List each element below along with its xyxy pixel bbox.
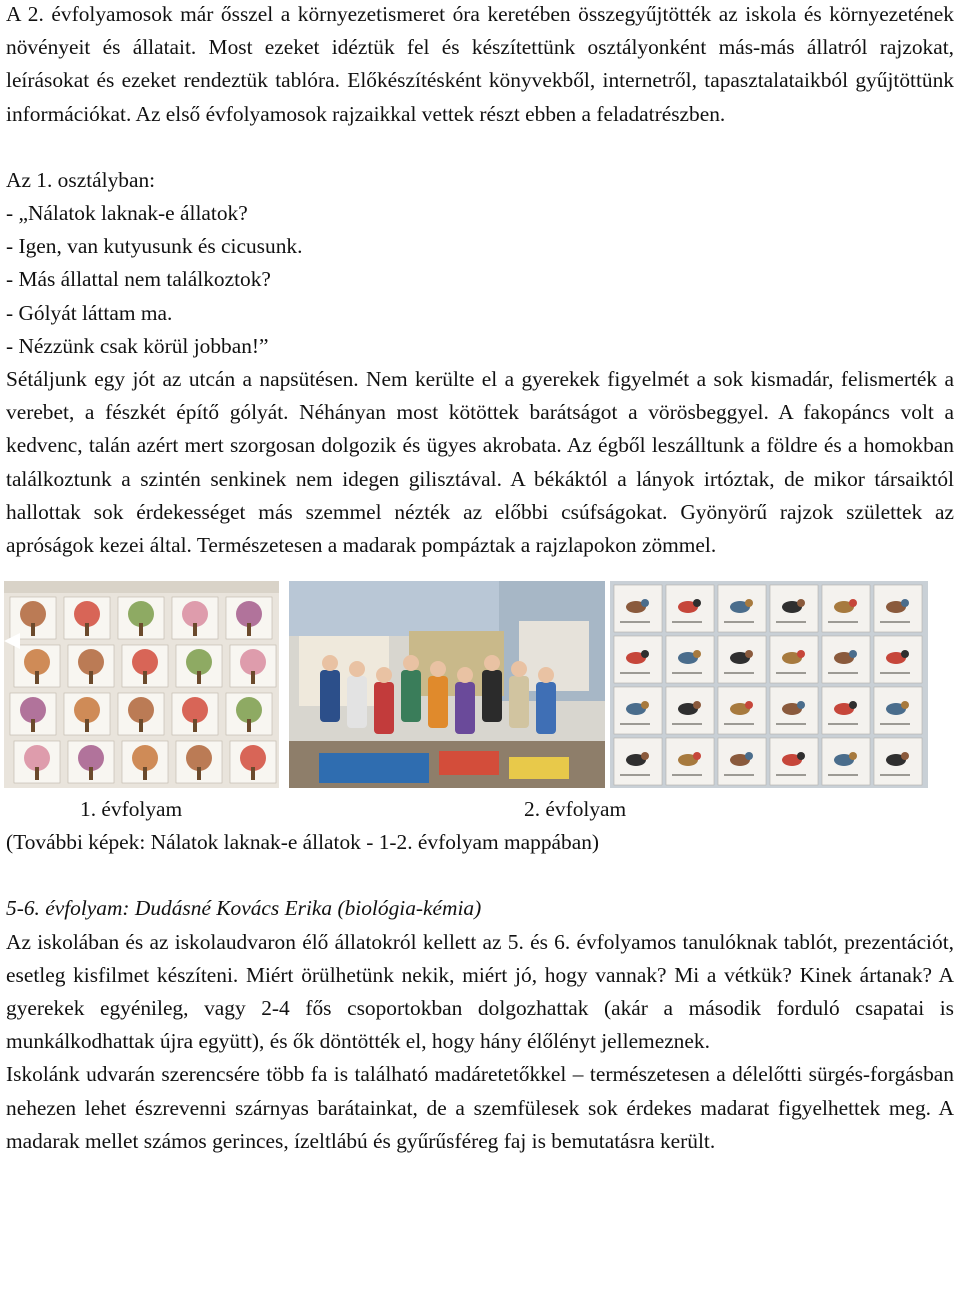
caption-first-grade: 1. évfolyam xyxy=(80,797,183,822)
dialog-line: - Gólyát láttam ma. xyxy=(6,300,173,325)
intro-paragraph: A 2. évfolyamosok már ősszel a környezetismeret óra keretében összegyűjtötték az iskola és környezetének növényeit és állatait. Most ezeket idéztük fel és készítettünk osztályonként más-más állatról rajzokat, leírásokat és ezeket rendeztük tablóra. Előkészítésként könyvekből, internetről, tapasztalataikból gyűjtöttünk információkat. Az első évfolyamosok rajzaikkal vettek részt ebben a feladatrészben. xyxy=(6,2,954,126)
dialog-line: - Igen, van kutyusunk és cicusunk. xyxy=(6,234,303,259)
section-paragraph-2: Iskolánk udvarán szerencsére több fa is található madáretetőkkel – természetesen a délelőtti sürgés-forgásban nehezen lehet észrevenni szárnyas barátainkat, de a szemfülesek sok érdekes madarat figyelhettek meg. A madarak mellet számos gerinces, ízeltlábú és gyűrűsféreg faj is bemutatásra került. xyxy=(6,1062,954,1153)
spacer xyxy=(6,131,954,164)
more-images-note: (További képek: Nálatok laknak-e állatok - 1-2. évfolyam mappában) xyxy=(6,830,600,855)
class1-drawings-photo xyxy=(4,581,279,788)
document-page xyxy=(6,0,954,1158)
bird-drawings-photo xyxy=(610,581,928,788)
photo-row xyxy=(6,581,954,793)
walk-paragraph: Sétáljunk egy jót az utcán a napsütésen. Nem kerülte el a gyerekek figyelmét a sok kismadár, felismerték a verebet, a fészkét építő gólyát. Néhányan most kötöttek barátságot a vörösbeggyel. A fakopáncs volt a kedvenc, talán azért mert szorgosan dolgozik és ügyes akrobata. Az égből leszálltunk a földre és a homokban találkoztunk a szintén senkinek nem idegen gilisztával. A békáktól a lányok irtóztak, de mikor társaiktól hallottak sok érdekességet más szemmel nézték az előbbi csúfságokat. Gyönyörű rajzok születtek az apróságok kezei által. Természetesen a madarak pompáztak a rajzlapokon zömmel. xyxy=(6,367,954,558)
caption-second-grade: 2. évfolyam xyxy=(524,797,627,822)
dialog-block xyxy=(6,164,954,363)
dialog-line: - „Nálatok laknak-e állatok? xyxy=(6,201,248,226)
dialog-line: - Más állattal nem találkoztok? xyxy=(6,267,271,292)
section-heading: 5-6. évfolyam: Dudásné Kovács Erika (biológia-kémia) xyxy=(6,896,482,921)
spacer xyxy=(6,859,954,892)
photo-captions xyxy=(6,793,954,826)
class2-group-photo xyxy=(289,581,605,788)
dialog-line: - Nézzünk csak körül jobban!” xyxy=(6,333,269,358)
dialog-heading: Az 1. osztályban: xyxy=(6,167,156,192)
section-paragraph-1: Az iskolában és az iskolaudvaron élő állatokról kellett az 5. és 6. évfolyamos tanulóknak tablót, prezentációt, esetleg kisfilmet készíteni. Miért örülhetünk nekik, miért jó, hogy vannak? Mi a vétkük? Kinek ártanak? A gyerekek egyénileg, vagy 2-4 fős csoportokban dolgozhattak (akár a második forduló csapatai is munkálkodhattak újra együtt), és ők döntötték el, hogy hány élőlényt jellemeznek. xyxy=(6,929,954,1054)
